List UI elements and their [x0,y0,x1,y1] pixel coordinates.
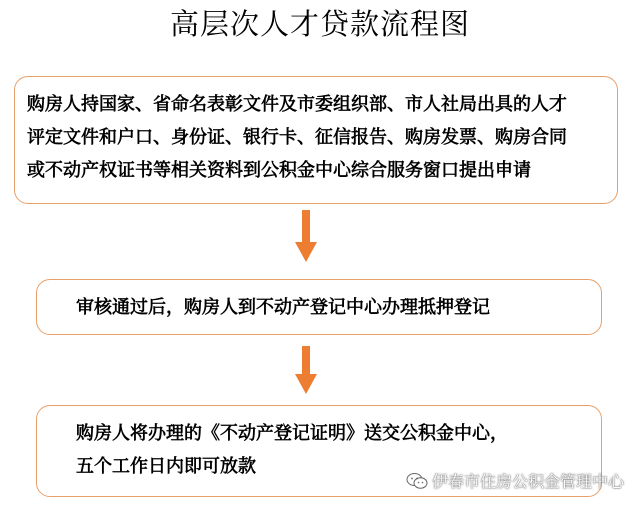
watermark [406,469,624,492]
step-1-line-2: 评定文件和户口、身份证、银行卡、征信报告、购房发票、购房合同 [27,127,567,148]
step-2-line-1: 审核通过后，购房人到不动产登记中心办理抵押登记 [76,297,490,318]
watermark-text: 伊春市住房公积金管理中心 [431,472,624,491]
down-arrow-1 [294,210,318,262]
step-1-line-1: 购房人持国家、省命名表彰文件及市委组织部、市人社局出具的人才 [27,94,567,115]
step-1-box [14,76,618,204]
flowchart-title: 高层次人才贷款流程图 [169,7,470,41]
step-3-line-2: 五个工作日内即可放款 [76,456,256,477]
step-2-box [36,279,602,335]
step-1-line-3: 或不动产权证书等相关资料到公积金中心综合服务窗口提出申请 [27,160,531,181]
wechat-icon [406,472,428,490]
down-arrow-2 [294,346,318,394]
step-3-line-1: 购房人将办理的《不动产登记证明》送交公积金中心， [76,423,508,444]
